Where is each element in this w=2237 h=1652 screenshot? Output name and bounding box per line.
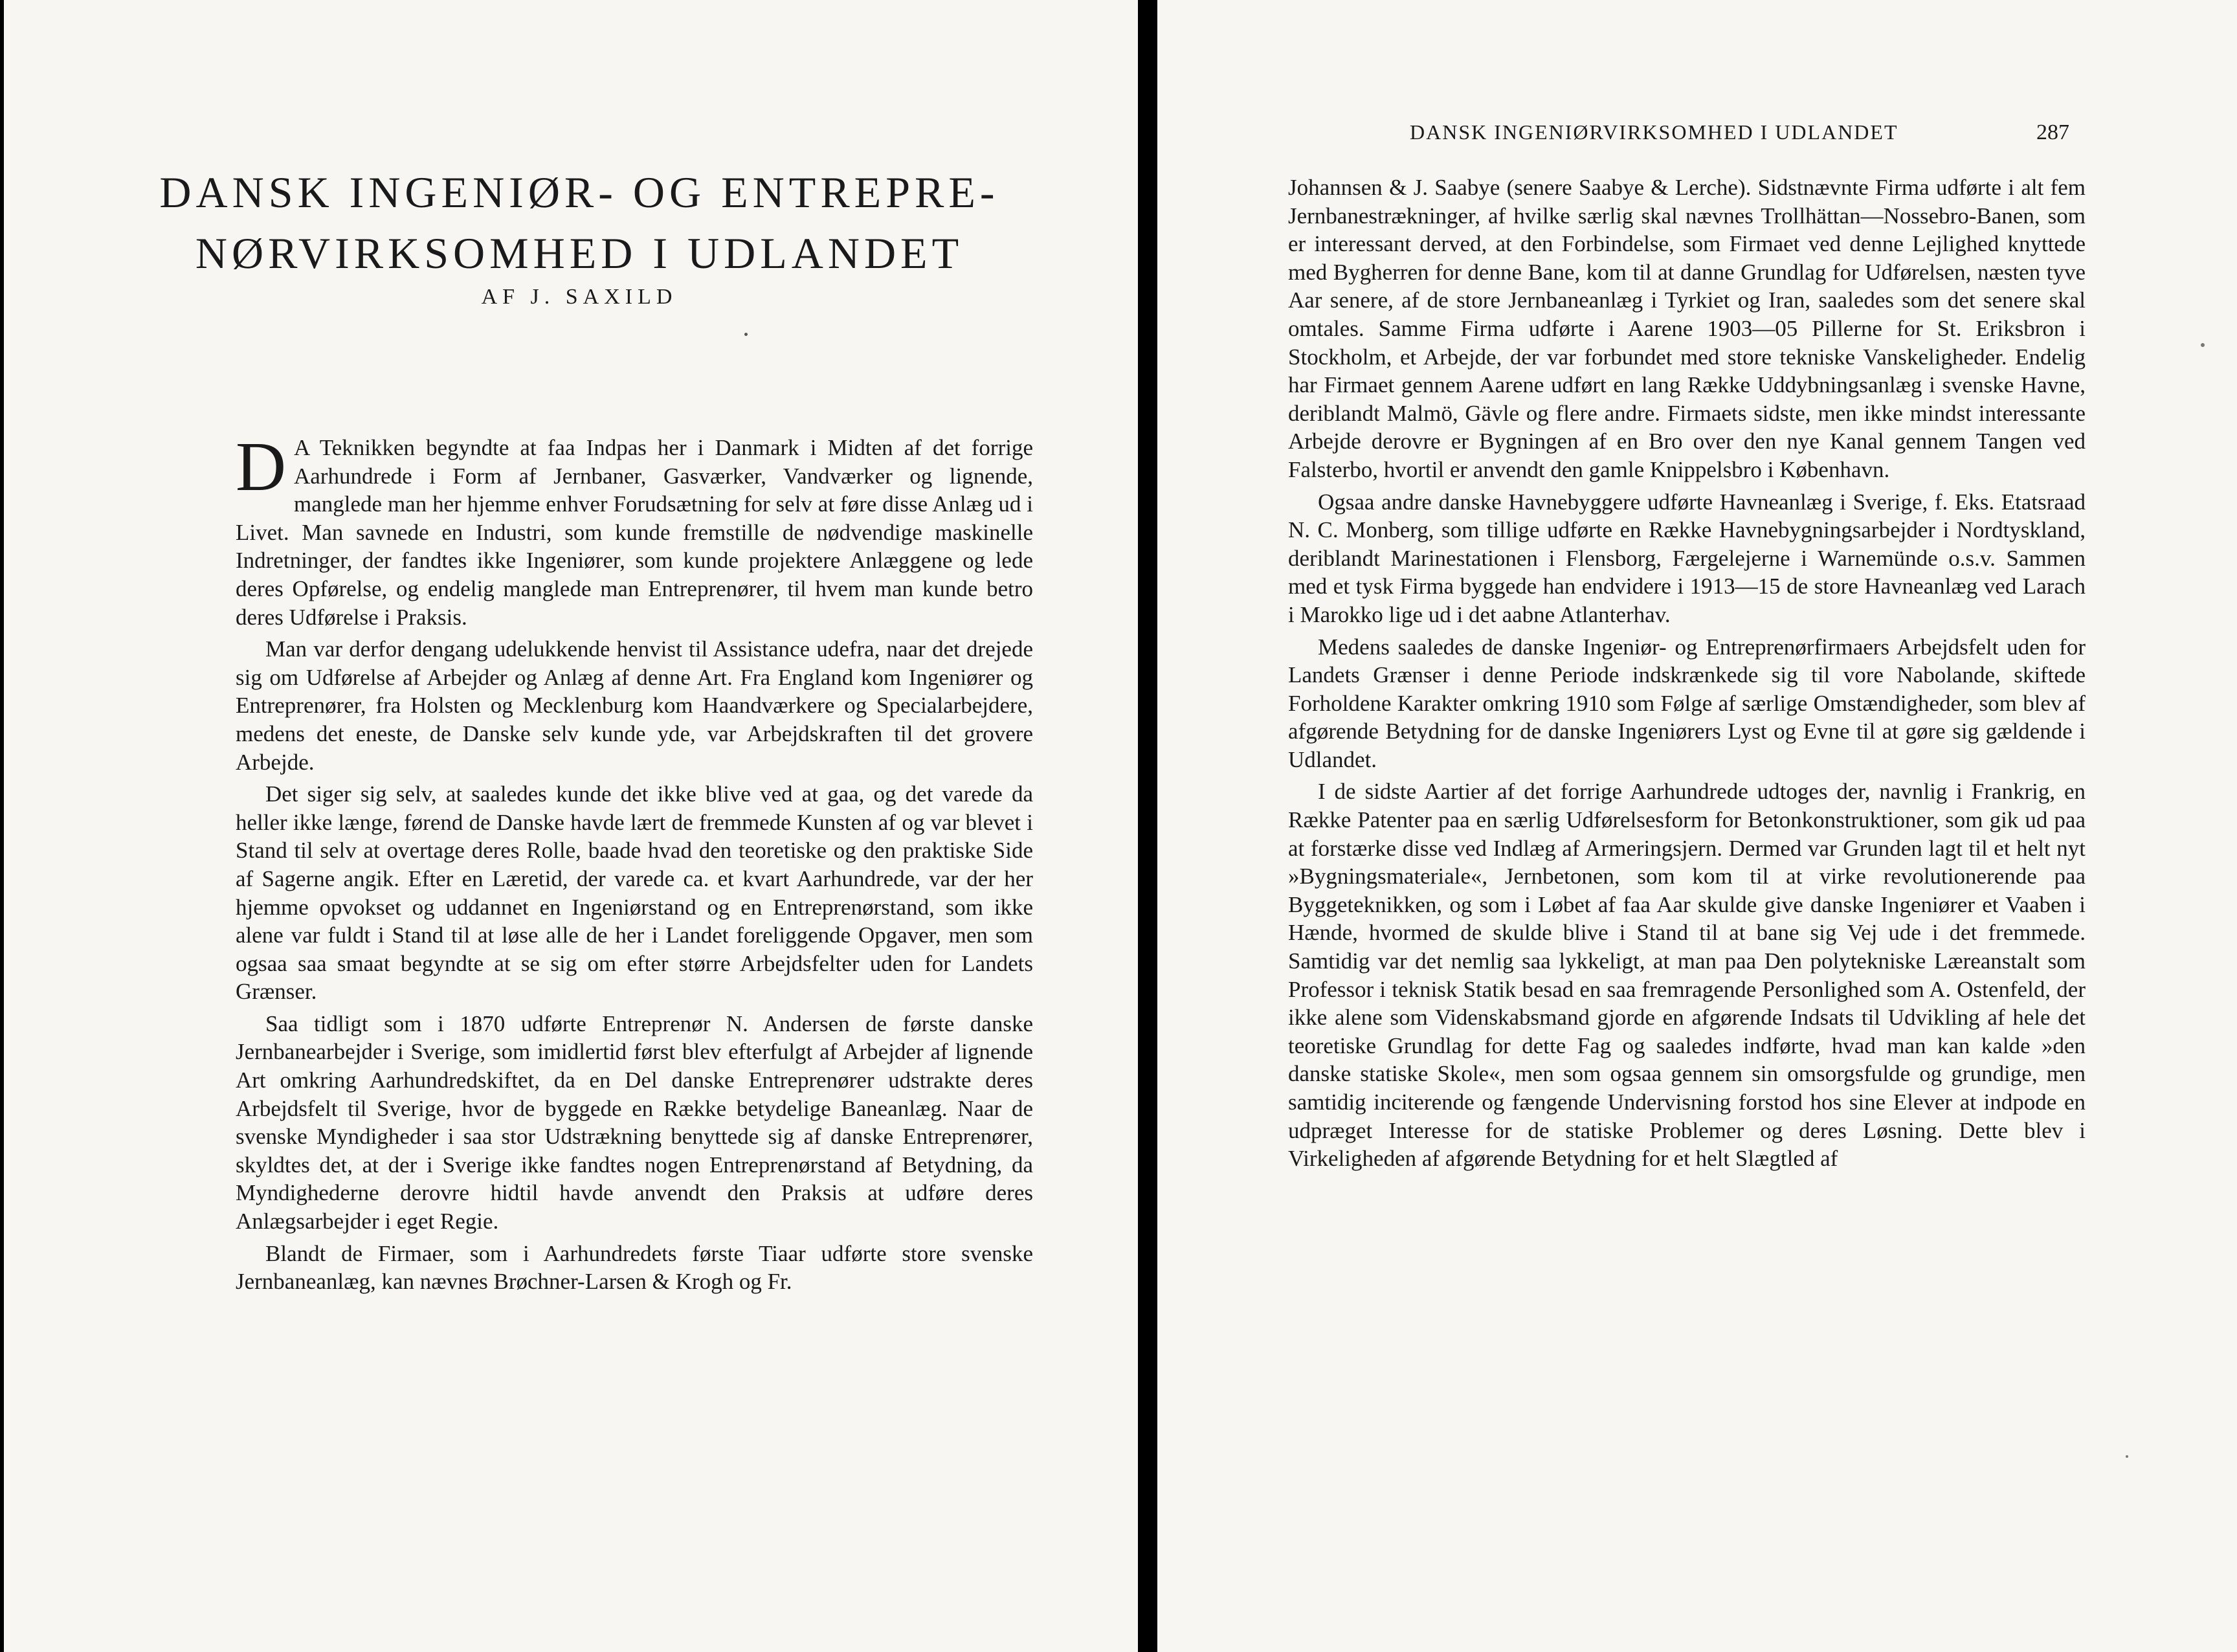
paragraph: Medens saaledes de danske Ingeniør- og Entreprenørfirmaers Arbejdsfelt uden for Landets Grænser i denne Periode indskrænkede sig til vore Nabolande, skiftede Forholdene Karakter omkring 1910 som Følge af særlige Omstændigheder, som blev af afgørende Betydning for de danske Ingeniørers Lyst og Evne til at gøre sig gældende i Udlandet. bbox=[1288, 634, 2086, 772]
title-line-1: DANSK INGENIØR- OG ENTREPRE- bbox=[159, 168, 999, 217]
paragraph: Man var derfor dengang udelukkende henvist til Assistance udefra, naar det drejede sig om Udførelse af Arbejder og Anlæg af denne Art. Fra England kom Ingeniører og Entreprenører, fra Holsten og Mecklenburg kom Haandværkere og Specialarbejdere, medens det eneste, de Danske selv kunde yde, var Arbejdskraften til det grovere Arbejde. bbox=[236, 636, 1033, 775]
ornament-dot bbox=[744, 333, 748, 336]
right-page bbox=[1157, 0, 2237, 1652]
paragraph-text: A Teknikken begyndte at faa Indpas her i Danmark i Midten af det forrige Aarhundrede i Form af Jernbaner, Gasværker, Vandværker og lignende, manglede man her hjemme enhver Forudsætning for selv at føre disse Anlæg ud i Livet. Man savnede en Industri, som kunde fremstille de nødvendige maskinelle Indretninger, der fandtes ikke Ingeniører, som kunde projektere Anlæggene og lede deres Opførelse, og endelig manglede man Entreprenører, til hvem man kunde betro deres Udførelse i Praksis. bbox=[236, 435, 1033, 630]
running-head: DANSK INGENIØRVIRKSOMHED I UDLANDET bbox=[1410, 120, 1898, 144]
byline: AF J. SAXILD bbox=[481, 285, 678, 309]
drop-cap: D bbox=[236, 429, 286, 506]
scan-speck bbox=[2201, 343, 2205, 347]
paragraph: Ogsaa andre danske Havnebyggere udførte Havneanlæg i Sverige, f. Eks. Etatsraad N. C. Monberg, som tillige udførte en Række Havnebygningsarbejder i Nordtyskland, deriblandt Marinestationen i Flensborg, Færgelejerne i Warnemünde o.s.v. Sammen med et tysk Firma byggede han endvidere i 1913—15 de store Havneanlæg ved Larach i Marokko lige ud i det aabne Atlanterhav. bbox=[1288, 489, 2086, 627]
paragraph: Blandt de Firmaer, som i Aarhundredets første Tiaar udførte store svenske Jernbaneanlæg, kan nævnes Brøchner-Larsen & Krogh og Fr. bbox=[236, 1240, 1033, 1295]
paragraph: Johannsen & J. Saabye (senere Saabye & Lerche). Sidstnævnte Firma udførte i alt fem Jernbanestrækninger, af hvilke særlig skal nævnes Trollhättan—Nossebro-Banen, som er interessant derved, at den Forbindelse, som Firmaet ved denne Lejlighed knyttede med Bygherren for denne Bane, kom til at danne Grundlag for Udførelsen, næsten tyve Aar senere, af de store Jernbaneanlæg i Tyrkiet og Iran, saaledes som det senere skal omtales. Samme Firma udførte i Aarene 1903—05 Pillerne for St. Eriksbron i Stockholm, et Arbejde, der var forbundet med store tekniske Vanskeligheder. Endelig har Firmaet gennem Aarene udført en lang Række Uddybningsanlæg i svenske Havne, deriblandt Malmö, Gävle og flere andre. Firmaets sidste, men ikke mindst interessante Arbejde derovre er Bygningen af en Bro over den nye Kanal gennem Tangen ved Falsterbo, hvortil er anvendt den gamle Knippelsbro i København. bbox=[1288, 175, 2086, 482]
article-title bbox=[129, 162, 1029, 284]
paragraph: I de sidste Aartier af det forrige Aarhundrede udtoges der, navnlig i Frankrig, en Række Patenter paa en særlig Udførelsesform for Betonkonstruktioner, som gik ud paa at forstærke disse ved Indlæg af Armeringsjern. Dermed var Grunden lagt til et helt nyt »Bygningsmateriale«, Jernbetonen, som kom til at virke revolutionerende paa Byggeteknikken, og som i Løbet af faa Aar skulde give danske Ingeniører et Vaaben i Hænde, hvormed de skulde blive i Stand til at bane sig Vej ude i det fremmede. Samtidig var det nemlig saa lykkeligt, at man paa Den polytekniske Læreanstalt som Professor i teknisk Statik besad en saa fremragende Personlighed som A. Ostenfeld, der ikke alene som Videnskabsmand gjorde en afgørende Indsats til Udvikling af hele det teoretiske Grundlag for dette Fag og saaledes indførte, hvad man kan kalde »den danske statiske Skole«, men som ogsaa gennem sin omsorgsfulde og grundige, men samtidig inciterende og fængende Undervisning forstod hos sine Elever at indpode en udpræget Interesse for de statiske Problemer og deres Løsning. Dette blev i Virkeligheden af afgørende Betydning for et helt Slægtled af bbox=[1288, 779, 2086, 1172]
right-text-column bbox=[1288, 173, 2086, 1173]
paragraph bbox=[236, 429, 1033, 631]
title-line-2: NØRVIRKSOMHED I UDLANDET bbox=[195, 229, 964, 278]
page-number: 287 bbox=[2036, 120, 2069, 144]
scan-border bbox=[0, 0, 4, 1652]
left-text-column bbox=[236, 429, 1033, 1296]
paragraph: Saa tidligt som i 1870 udførte Entreprenør N. Andersen de første danske Jernbanearbejder i Sverige, som imidlertid først blev efterfulgt af Arbejder af lignende Art omkring Aarhundredskiftet, da en Del danske Entreprenører udstrakte deres Arbejdsfelt til Sverige, hvor de byggede en Række betydelige Baneanlæg. Naar de svenske Myndigheder i saa stor Udstrækning benyttede sig af danske Entreprenører, skyldtes det, at der i Sverige ikke fandtes nogen Entreprenørstand af Betydning, da Myndighederne derovre hidtil havde anvendt den Praksis at udføre deres Anlægsarbejder i eget Regie. bbox=[236, 1010, 1033, 1234]
scan-speck bbox=[2126, 1455, 2128, 1458]
paragraph: Det siger sig selv, at saaledes kunde det ikke blive ved at gaa, og det varede da heller ikke længe, førend de Danske havde lært de fremmede Kunsten af og var blevet i Stand til selv at overtage deres Rolle, baade hvad den teoretiske og den praktiske Side af Sagerne angik. Efter en Læretid, der varede ca. et kvart Aarhundrede, var der her hjemme opvokset og uddannet en Ingeniørstand og en Entreprenørstand, som ikke alene var fuldt i Stand til at løse alle de her i Landet foreliggende Opgaver, men som ogsaa saa smaat begyndte at se sig om efter større Arbejdsfelter uden for Landets Grænser. bbox=[236, 781, 1033, 1005]
